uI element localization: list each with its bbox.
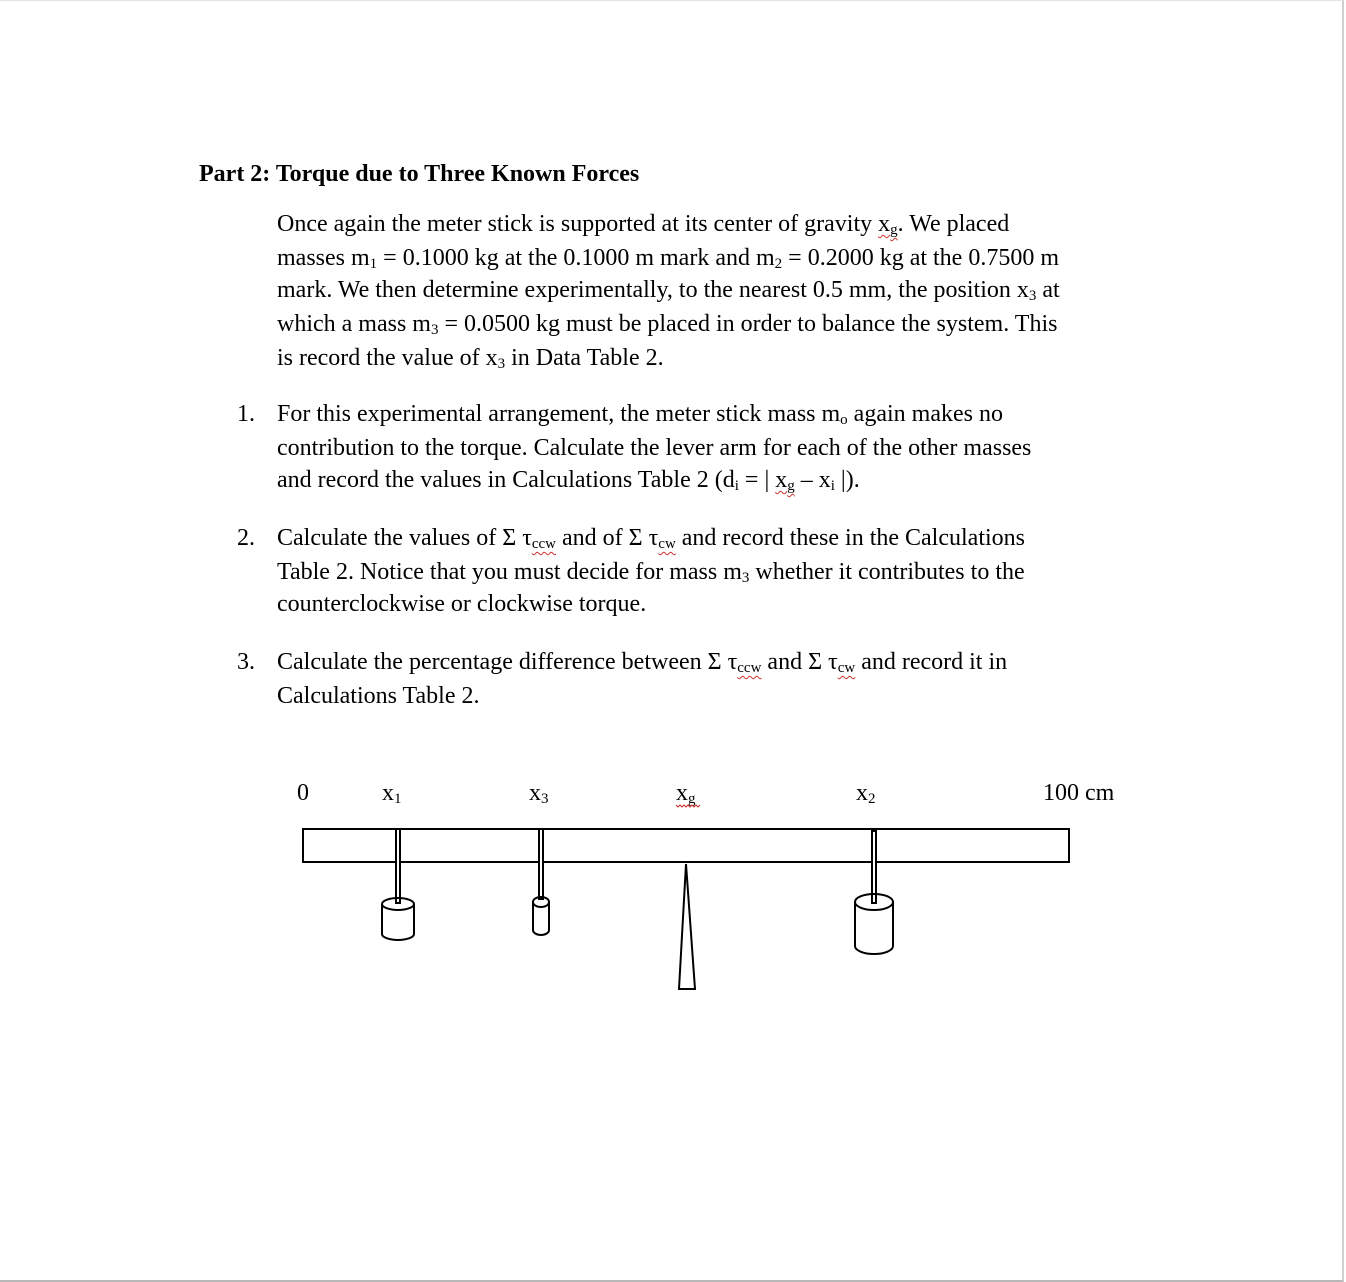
label-x2: x2 — [856, 780, 876, 807]
mass-m1 — [382, 898, 414, 940]
text-segment: Calculate the values of Σ τ — [277, 525, 532, 551]
text-segment: counterclockwise or clockwise torque. — [277, 591, 647, 617]
text-segment: For this experimental arrangement, the meter stick mass m — [277, 401, 841, 427]
text-segment: = 0.1000 kg at the 0.1000 m mark and m — [377, 245, 775, 271]
hanger-rod-x1 — [396, 829, 400, 903]
subscript: 3 — [430, 322, 439, 338]
subscript: ccw — [531, 536, 557, 552]
subscript: 3 — [497, 356, 506, 372]
subscript: ccw — [737, 660, 762, 676]
label-x3: x3 — [529, 780, 549, 807]
text-segment: = 0.2000 kg at the 0.7500 m — [782, 245, 1059, 271]
section-heading: Part 2: Torque due to Three Known Forces — [199, 161, 640, 187]
text-segment: = 0.0500 kg must be placed in order to balance the system. This — [438, 311, 1058, 337]
subscript: cw — [658, 536, 676, 552]
text-segment: x — [878, 211, 891, 237]
text-segment: is record the value of x — [277, 345, 498, 371]
text-segment: Calculate the percentage difference between Σ τ — [277, 649, 738, 675]
text-segment: at — [1036, 277, 1060, 303]
text-segment: Table 2. Notice that you must decide for mass m — [277, 559, 742, 585]
subscript: 2 — [774, 256, 783, 272]
meter-stick — [303, 829, 1069, 862]
text-segment: = | — [738, 467, 776, 493]
text-segment: – x — [794, 467, 831, 493]
subscript: 3 — [1028, 288, 1037, 304]
text-segment: masses m — [277, 245, 370, 271]
text-segment: Once again the meter stick is supported at its center of gravity — [277, 211, 879, 237]
text-segment: in Data Table 2. — [505, 345, 664, 371]
step-number: 2. — [237, 525, 255, 551]
text-segment: . We placed — [897, 211, 1010, 237]
subscript: cw — [837, 660, 856, 676]
text-segment: mark. We then determine experimentally, to the nearest 0.5 mm, the position x — [277, 277, 1029, 303]
text-segment: x — [775, 467, 788, 493]
text-segment: and of Σ τ — [556, 525, 659, 551]
text-segment: Calculations Table 2. — [277, 683, 480, 709]
text-segment: and Σ τ — [761, 649, 838, 675]
subscript: i — [734, 478, 739, 494]
subscript: g — [787, 478, 795, 494]
text-segment: again makes no — [847, 401, 1003, 427]
mass-m3 — [533, 897, 549, 935]
text-segment: |). — [834, 467, 860, 493]
label-100cm: 100 cm — [1043, 780, 1115, 806]
subscript: g — [890, 222, 898, 238]
subscript: i — [830, 478, 835, 494]
text-segment: and record these in the Calculations — [675, 525, 1025, 551]
text-segment: and record it in — [855, 649, 1008, 675]
subscript: 3 — [741, 570, 750, 586]
subscript: 1 — [369, 256, 378, 272]
subscript: o — [840, 412, 848, 428]
hanger-rod-x2 — [872, 831, 876, 903]
text-segment: whether it contributes to the — [749, 559, 1025, 585]
step-number: 3. — [237, 649, 255, 675]
fulcrum — [679, 864, 695, 989]
label-x1: x1 — [382, 780, 402, 807]
text-segment: and record the values in Calculations Table 2 (d — [277, 467, 735, 493]
label-zero: 0 — [297, 780, 309, 806]
text-segment: which a mass m — [277, 311, 431, 337]
text-segment: contribution to the torque. Calculate the lever arm for each of the other masses — [277, 435, 1032, 461]
hanger-rod-x3 — [539, 829, 543, 899]
label-xg: xg — [676, 780, 696, 807]
step-number: 1. — [237, 401, 255, 427]
